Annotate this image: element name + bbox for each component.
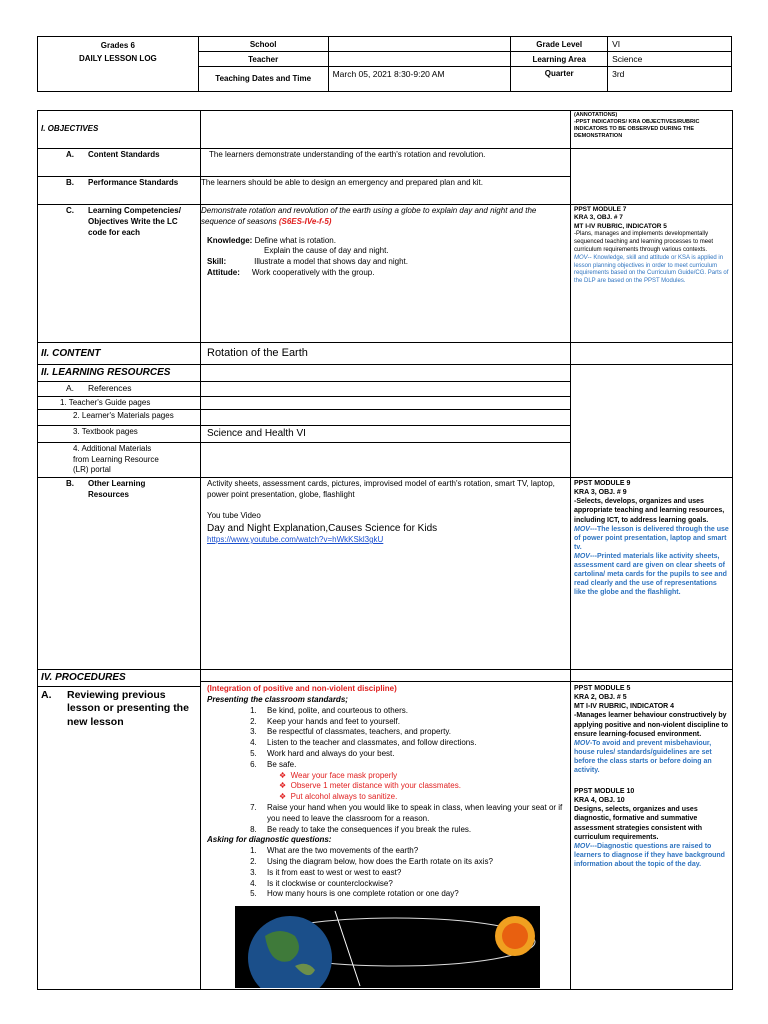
ann-kra-10: KRA 4, OBJ. 10 <box>574 797 625 805</box>
list-item: 4. Is it clockwise or counterclockwise? <box>259 879 567 890</box>
references-label: A. References <box>38 381 201 396</box>
ann-mov2-9: ---Printed materials like activity sheets, assessment card are given on clear sheets of cartolina/ meta cards for the pupils to see and read clearly and the use of representations like the globe and the flashlight. <box>574 552 727 597</box>
school-value <box>328 37 511 52</box>
quarter-label: Quarter <box>511 67 608 92</box>
list-item: Wear your face mask properly <box>290 770 398 780</box>
dates-label: Teaching Dates and Time <box>198 67 328 92</box>
list-item: 5. How many hours is one complete rotation or one day? <box>259 889 567 900</box>
list-item: 8. Be ready to take the consequences if you break the rules. <box>259 825 567 836</box>
attitude-text: Work cooperatively with the group. <box>251 267 375 277</box>
asking-heading: Asking for diagnostic questions: <box>207 835 332 845</box>
skill-label: Skill: <box>207 257 227 267</box>
content-text: Rotation of the Earth <box>201 343 571 365</box>
teachers-guide-value <box>201 396 571 410</box>
list-item: 1. Be kind, polite, and courteous to others. <box>259 706 567 717</box>
annotation-module-9 <box>571 478 733 670</box>
list-item: 3. Be respectful of classmates, teachers, and property. <box>259 727 567 738</box>
diamond-bullet-icon: ❖ <box>279 792 287 802</box>
learners-materials-label: 2. Learner's Materials pages <box>38 410 201 426</box>
youtube-link[interactable]: https://www.youtube.com/watch?v=hWkKSkl3gkU <box>207 535 384 545</box>
daily-lesson-log-title: DAILY LESSON LOG <box>78 53 157 63</box>
teacher-label: Teacher <box>198 52 328 67</box>
ann-mov-label-7: MOV <box>574 254 588 261</box>
list-item: 5. Work hard and always do your best. <box>259 749 567 760</box>
annotation-empty-1 <box>571 149 733 205</box>
annotations-desc: -PPST INDICATORS/ KRA OBJECTIVES/RUBRIC INDICATORS TO BE OBSERVED DURING THE DEMONSTRATION <box>574 119 700 140</box>
standards-list <box>207 706 567 771</box>
school-label: School <box>198 37 328 52</box>
ann-desc-9: -Selects, develops, organizes and uses appropriate teaching and learning resources, including ICT, to address learning goals. <box>574 498 725 524</box>
list-item: 2. Using the diagram below, how does the Earth rotate on its axis? <box>259 857 567 868</box>
ann-mov2-label-9: MOV <box>574 552 590 560</box>
references-blank <box>201 381 571 396</box>
ann-module-10: PPST MODULE 10 <box>574 788 635 796</box>
knowledge-text: Define what is rotation. <box>254 235 336 245</box>
content-standards-text: The learners demonstrate understanding of the earth's rotation and revolution. <box>201 149 571 177</box>
other-resources-text <box>201 478 571 670</box>
performance-standards-text: The learners should be able to design an emergency and prepared plan and kit. <box>201 177 571 205</box>
procedure-a-content <box>201 670 571 990</box>
safety-list <box>207 771 567 803</box>
additional-materials-value <box>201 442 571 477</box>
youtube-label: You tube Video <box>207 510 261 520</box>
list-item: 1. What are the two movements of the earth? <box>259 846 567 857</box>
list-item: 4. Listen to the teacher and classmates, and follow directions. <box>259 738 567 749</box>
ann-module-7: PPST MODULE 7 <box>574 206 627 213</box>
knowledge-label: Knowledge: <box>207 235 253 245</box>
content-title: II. CONTENT <box>38 343 201 365</box>
lc-text: Demonstrate rotation and revolution of the earth using a globe to explain day and night and the sequence of seasons <box>201 206 537 226</box>
objectives-blank <box>201 111 571 149</box>
lesson-plan-table <box>37 110 733 990</box>
ann-mov-7: -- Knowledge, skill and attitude or KSA is applied in lesson planning objectives in order to meet curriculum requirements based on the Curriculum Guide/CG. Parts of the DLP are based on the PPST Modules. <box>574 254 729 285</box>
grade-level-value: VI <box>608 37 732 52</box>
ann-desc-7: -Plans, manages and implements developmentally sequenced teaching and learning processes to meet curriculum requirements through various contexts. <box>574 231 714 253</box>
learning-competencies-text <box>201 205 571 343</box>
procedure-a-letter: A. <box>41 688 52 701</box>
ann-kra-9: KRA 3, OBJ. # 9 <box>574 489 627 497</box>
questions-list <box>207 846 567 900</box>
ann-desc-10: Designs, selects, organizes and uses diagnostic, formative and summative assessment strategies consistent with curriculum requirements. <box>574 806 702 841</box>
other-resources-label: B. Other Learning Resources <box>38 478 201 670</box>
ann-mov-10: ---Diagnostic questions are raised to learners to diagnose if they have background information about the topic of the day. <box>574 842 725 868</box>
standards-list-2 <box>207 803 567 835</box>
knowledge-text-2: Explain the cause of day and night. <box>264 246 389 256</box>
ann-mov-label-5: MOV <box>574 739 590 747</box>
ann-module-5: PPST MODULE 5 <box>574 685 631 693</box>
learners-materials-value <box>201 410 571 426</box>
ann-rubric-7: MT I-IV RUBRIC, INDICATOR 5 <box>574 222 667 230</box>
ann-kra-5: KRA 2, OBJ. # 5 <box>574 694 627 702</box>
other-resources-list: Activity sheets, assessment cards, pictures, improvised model of earth's rotation, smart TV, laptop, power point presentation, globe, flashlight <box>207 479 555 499</box>
procedures-title: IV. PROCEDURES <box>38 670 200 687</box>
grade-level-label: Grade Level <box>511 37 608 52</box>
quarter-value: 3rd <box>608 67 732 92</box>
ann-kra-7: KRA 3, OBJ. # 7 <box>574 214 623 222</box>
list-item: 7. Raise your hand when you would like to speak in class, when leaving your seat or if you need to leave the classroom for a reason. <box>259 803 567 825</box>
annotation-module-7 <box>571 205 733 343</box>
resources-title: II. LEARNING RESOURCES <box>38 365 201 382</box>
ann-module-9: PPST MODULE 9 <box>574 480 631 488</box>
diamond-bullet-icon: ❖ <box>279 781 287 791</box>
skill-text: Illustrate a model that shows day and night. <box>254 257 408 267</box>
procedures-label-cell <box>38 670 201 990</box>
performance-standards-label: B. Performance Standards <box>38 177 201 205</box>
content-annotation <box>571 343 733 365</box>
diamond-bullet-icon: ❖ <box>279 770 287 780</box>
grades-label: Grades 6 <box>100 41 135 50</box>
ann-mov-label-10: MOV <box>574 842 590 850</box>
objectives-title: I. OBJECTIVES <box>38 111 201 149</box>
annotations-label: (ANNOTATIONS) <box>574 112 618 118</box>
list-item: 6. Be safe. <box>259 760 567 771</box>
dates-value: March 05, 2021 8:30-9:20 AM <box>328 67 511 92</box>
lc-code: (S6ES-IVe-f-5) <box>278 216 332 226</box>
textbook-label: 3. Textbook pages <box>38 426 201 443</box>
additional-materials-label: 4. Additional Materials from Learning Resource (LR) portal <box>38 442 201 477</box>
teachers-guide-label: 1. Teacher's Guide pages <box>38 396 201 410</box>
list-item: Observe 1 meter distance with your classmates. <box>290 781 461 791</box>
ann-rubric-5: MT I-IV RUBRIC, INDICATOR 4 <box>574 703 675 711</box>
grade-log-cell <box>38 37 199 92</box>
header-table <box>37 36 732 92</box>
youtube-title: Day and Night Explanation,Causes Science for Kids <box>207 522 438 534</box>
procedure-a-label: Reviewing previous lesson or presenting the new lesson <box>67 688 189 728</box>
learning-area-value: Science <box>608 52 732 67</box>
earth-rotation-diagram <box>235 906 540 988</box>
list-item: 2. Keep your hands and feet to yourself. <box>259 717 567 728</box>
teacher-value <box>328 52 511 67</box>
attitude-label: Attitude: <box>207 267 240 277</box>
annotations-header <box>571 111 733 149</box>
resources-annotation-empty <box>571 365 733 478</box>
ann-mov1-9: ---The lesson is delivered through the use of power point presentation, laptop and smart tv. <box>574 525 729 551</box>
resources-blank <box>201 365 571 382</box>
ann-mov-5: -To avoid and prevent misbehaviour, house rules/ standards/guidelines are set before the class starts or before doing an activity. <box>574 739 712 775</box>
textbook-value: Science and Health VI <box>201 426 571 443</box>
integration-note: (Integration of positive and non-violent discipline) <box>207 684 397 694</box>
presenting-heading: Presenting the classroom standards; <box>207 694 348 704</box>
list-item: 3. Is it from east to west or west to east? <box>259 868 567 879</box>
list-item: Put alcohol always to sanitize. <box>290 792 398 802</box>
ann-desc-5: -Manages learner behaviour constructively by applying positive and non-violent discipline to ensure learning-focused environment. <box>574 712 729 738</box>
annotation-module-5-10 <box>571 670 733 990</box>
content-standards-label: A. Content Standards <box>38 149 201 177</box>
learning-area-label: Learning Area <box>511 52 608 67</box>
learning-competencies-label: C. Learning Competencies/ Objectives Write the LC code for each <box>38 205 201 343</box>
ann-mov1-label-9: MOV <box>574 525 590 533</box>
